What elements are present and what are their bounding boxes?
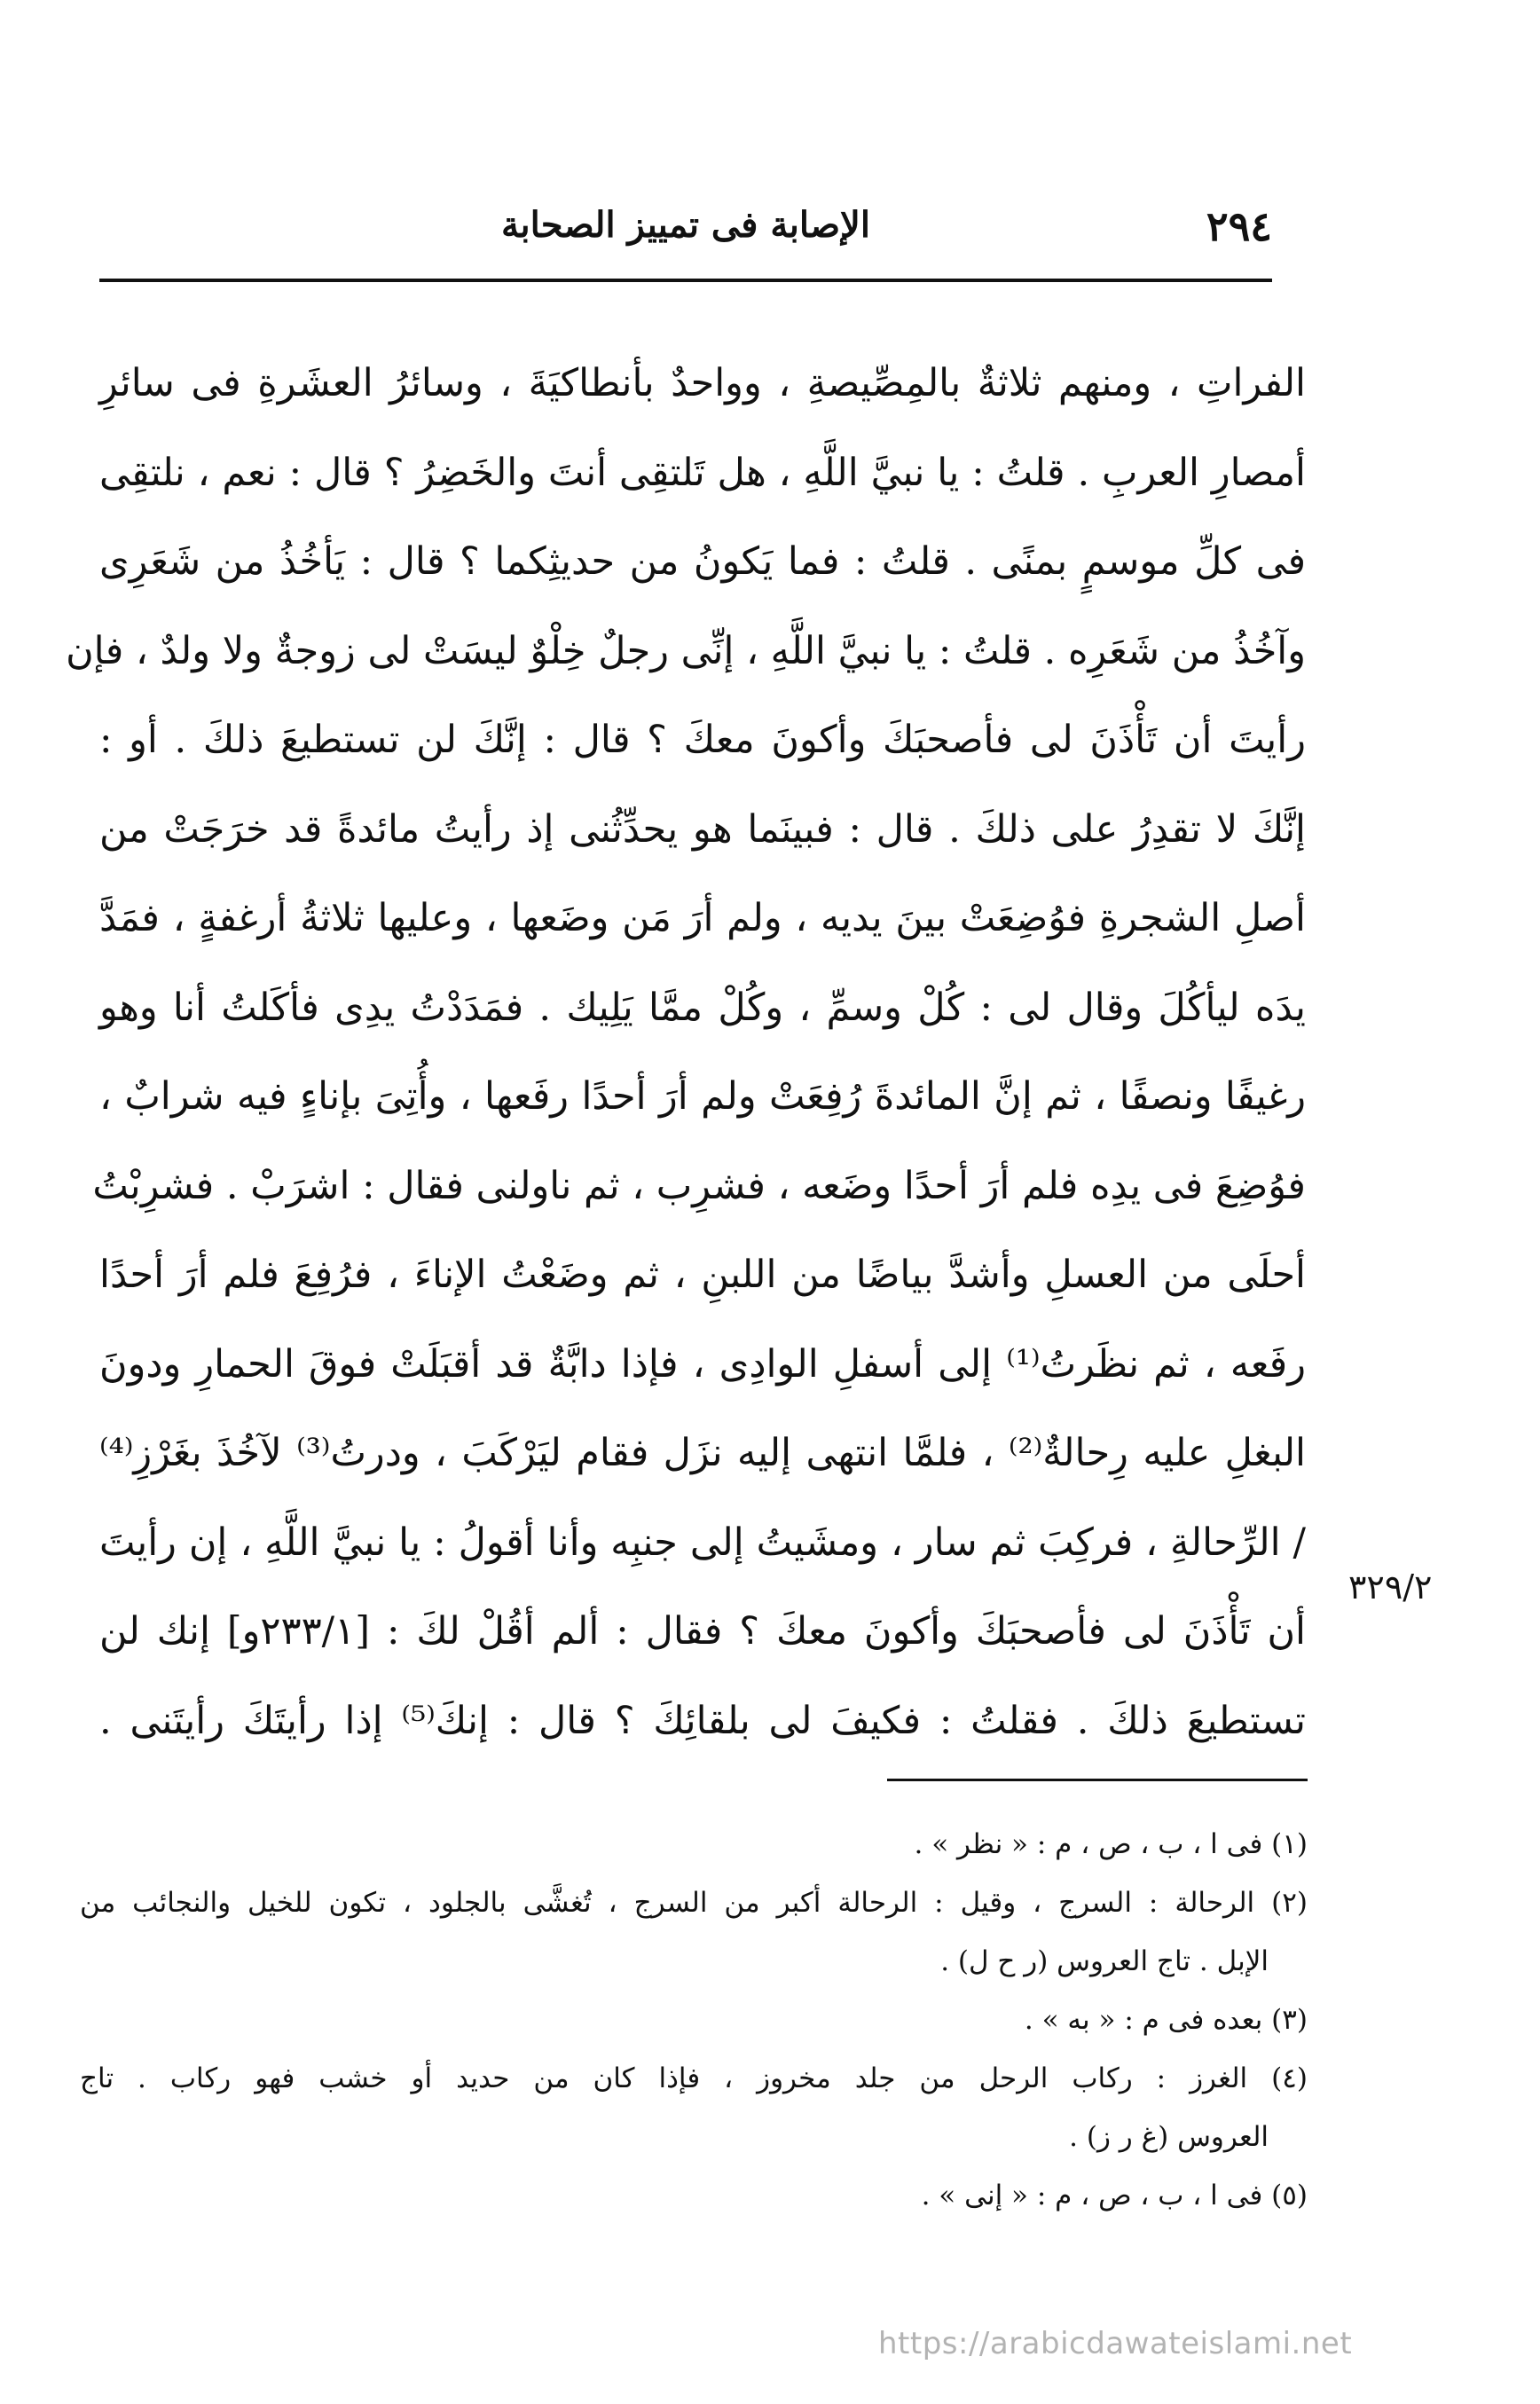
footnote-rule: [887, 1779, 1308, 1781]
footnote-1: (١) فى ا ، ب ، ص ، م : « نظر » .: [914, 1828, 1308, 1860]
running-title: الإصابة فى تمييز الصحابة: [501, 204, 870, 246]
footnotes: [80, 1815, 1308, 2225]
text-line: البغلِ عليه رِحالةٌ⁽²⁾ ، فلمَّا انتهى إليه نزَل فقام ليَرْكَبَ ، ودرتُ⁽³⁾ لآخُذَ بغَرْزِ⁽⁴⁾: [99, 1431, 1306, 1475]
footnote-5: (٥) فى ا ، ب ، ص ، م : « إنى » .: [921, 2180, 1308, 2212]
footnote-4: (٤) الغرز : ركاب الرحل من جلد مخروز ، فإذا كان من حديد أو خشب فهو ركاب . تاج: [80, 2062, 1308, 2094]
text-line: فى كلِّ موسمٍ بمنًى . قلتُ : فما يَكونُ من حديثِكما ؟ قال : يَأخُذُ من شَعَرِى: [99, 539, 1306, 584]
main-text: [66, 339, 1307, 1765]
page-number: ٢٩٤: [1206, 202, 1272, 250]
text-line: أحلَى من العسلِ وأشدَّ بياضًا من اللبنِ ، ثم وضَعْتُ الإناءَ ، فرُفِعَ فلم أرَ أحدًا: [99, 1253, 1306, 1297]
footnote-3: (٣) بعده فى م : « به » .: [1024, 2004, 1308, 2036]
text-line: الفراتِ ، ومنهم ثلاثةٌ بالمِصِّيصةِ ، وواحدٌ بأنطاكيَةَ ، وسائرُ العشَرةِ فى سائرِ: [99, 361, 1306, 405]
text-line: وآخُذُ من شَعَرِه . قلتُ : يا نبيَّ اللَّهِ ، إنِّى رجلٌ خِلْوٌ ليسَتْ لى زوجةٌ ولا ولدٌ ، فإن: [66, 628, 1306, 673]
margin-reference: ٣٢٩/٢: [1348, 1567, 1433, 1607]
text-line: أصلِ الشجرةِ فوُضِعَتْ بينَ يديه ، ولم أرَ مَن وضَعها ، وعليها ثلاثةُ أرغفةٍ ، فمَدَّ: [99, 896, 1306, 940]
footnote-2: (٢) الرحالة : السرج ، وقيل : الرحالة أكبر من السرج ، تُغشَّى بالجلود ، تكون للخيل والنجائب من: [80, 1887, 1308, 1919]
text-line: رغيفًا ونصفًا ، ثم إنَّ المائدةَ رُفِعَتْ ولم أرَ أحدًا رفَعها ، وأُتِىَ بإناءٍ فيه شرابٌ ،: [99, 1074, 1306, 1119]
text-line: فوُضِعَ فى يدِه فلم أرَ أحدًا وضَعه ، فشرِب ، ثم ناولنى فقال : اشرَبْ . فشرِبْتُ: [92, 1163, 1306, 1208]
text-line: يدَه ليأكُلَ وقال لى : كُلْ وسمِّ ، وكُلْ ممَّا يَلِيك . فمَدَدْتُ يدِى فأكَلتُ أنا وهو: [99, 985, 1306, 1030]
text-line: / الرِّحالةِ ، فركِبَ ثم سار ، ومشَيتُ إلى جنبِه وأنا أقولُ : يا نبيَّ اللَّهِ ، إن رأيتَ: [99, 1520, 1306, 1565]
footnote-4-continued: العروس (غ ر ز) .: [1069, 2121, 1269, 2153]
footnote-2-continued: الإبل . تاج العروس (ر ح ل) .: [940, 1945, 1269, 1977]
text-line: أن تَأْذَنَ لى فأصحبَكَ وأكونَ معكَ ؟ فقال : ألم أقُلْ لكَ : [٢٣٣/١و] إنك لن: [99, 1609, 1306, 1654]
text-line: أمصارِ العربِ . قلتُ : يا نبيَّ اللَّهِ ، هل تَلتقِى أنتَ والخَضِرُ ؟ قال : نعم ، نلتقِى: [99, 450, 1306, 495]
text-line: تستطيعَ ذلكَ . فقلتُ : فكيفَ لى بلقائِكَ ؟ قال : إنكَ⁽⁵⁾ إذا رأيتَكَ رأيتَنى .: [99, 1698, 1307, 1743]
text-line: رأيتَ أن تَأْذَنَ لى فأصحبَكَ وأكونَ معكَ ؟ قال : إنَّكَ لن تستطيعَ ذلكَ . أو :: [99, 718, 1306, 762]
text-line: إنَّكَ لا تقدِرُ على ذلكَ . قال : فبينَما هو يحدِّثُنى إذ رأيتُ مائدةً قد خرَجَتْ من: [99, 806, 1306, 852]
text-line: رفَعه ، ثم نظَرتُ⁽¹⁾ إلى أسفلِ الوادِى ، فإذا دابَّةٌ قد أقبَلَتْ فوقَ الحمارِ ودونَ: [99, 1341, 1306, 1387]
header-rule: [99, 279, 1272, 282]
page-header: [99, 195, 1272, 266]
watermark-url: https://arabicdawateislami.net: [878, 2326, 1353, 2361]
